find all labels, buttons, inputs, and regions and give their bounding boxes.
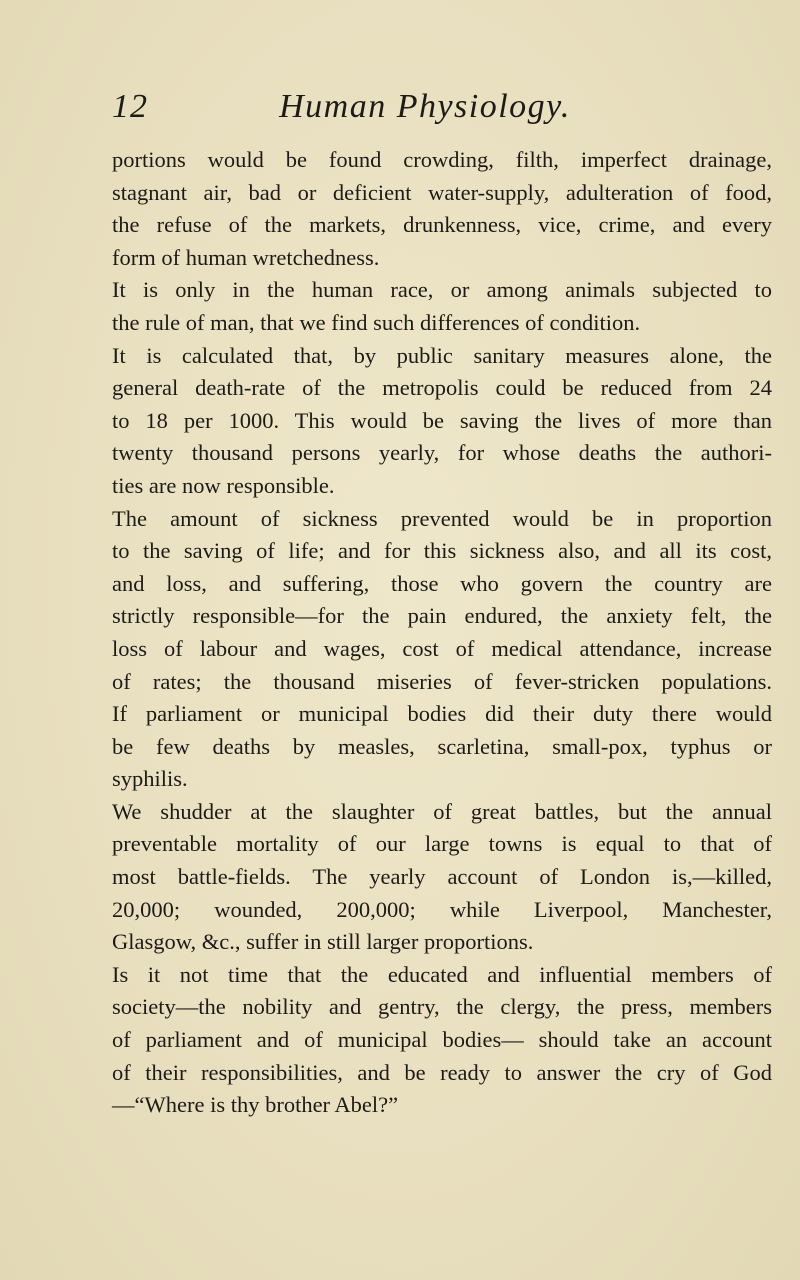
text-line: Is it not time that the educated and influential members of xyxy=(112,961,772,987)
paragraph-2 xyxy=(112,274,772,339)
paragraph-5 xyxy=(112,796,772,959)
text-line: to the saving of life; and for this sickness also, and all its cost, xyxy=(112,538,772,564)
text-line: The amount of sickness prevented would be in proportion xyxy=(112,505,772,531)
text-line: preventable mortality of our large towns is equal to that of xyxy=(112,831,772,857)
running-title: Human Physiology. xyxy=(279,88,571,125)
text-line: twenty thousand persons yearly, for whose deaths the authori- xyxy=(112,440,772,466)
paragraph-6 xyxy=(112,959,772,1122)
paragraph-4 xyxy=(112,503,772,796)
text-line: the rule of man, that we find such differences of condition. xyxy=(112,309,641,335)
text-line: syphilis. xyxy=(112,766,188,792)
text-line: general death-rate of the metropolis could be reduced from 24 xyxy=(112,375,772,401)
text-line: 20,000; wounded, 200,000; while Liverpool, Manchester, xyxy=(112,896,772,922)
text-line: It is only in the human race, or among animals subjected to xyxy=(112,277,772,303)
text-line: be few deaths by measles, scarletina, small-pox, typhus or xyxy=(112,733,772,759)
text-line: most battle-fields. The yearly account of London is,—killed, xyxy=(112,864,772,890)
text-line: and loss, and suffering, those who govern the country are xyxy=(112,570,772,596)
text-line: of rates; the thousand miseries of fever-stricken populations. xyxy=(112,668,772,694)
text-line: Glasgow, &c., suffer in still larger proportions. xyxy=(112,929,534,955)
text-line: We shudder at the slaughter of great battles, but the annual xyxy=(112,798,772,824)
text-line: form of human wretchedness. xyxy=(112,244,380,270)
text-line: ties are now responsible. xyxy=(112,472,335,498)
text-line: loss of labour and wages, cost of medical attendance, increase xyxy=(112,635,772,661)
text-line: society—the nobility and gentry, the clergy, the press, members xyxy=(112,994,772,1020)
text-line: —“Where is thy brother Abel?” xyxy=(112,1092,399,1118)
text-line: portions would be found crowding, filth, imperfect drainage, xyxy=(112,147,772,172)
text-line: to 18 per 1000. This would be saving the lives of more than xyxy=(112,407,772,433)
paragraph-1 xyxy=(112,144,772,274)
text-line: the refuse of the markets, drunkenness, vice, crime, and every xyxy=(112,212,772,238)
text-line: If parliament or municipal bodies did their duty there would xyxy=(112,701,772,727)
text-line: of parliament and of municipal bodies— should take an account xyxy=(112,1027,772,1053)
text-line: It is calculated that, by public sanitary measures alone, the xyxy=(112,342,772,368)
text-line: of their responsibilities, and be ready to answer the cry of God xyxy=(112,1059,772,1085)
body-text xyxy=(112,144,772,1122)
text-line: strictly responsible—for the pain endured, the anxiety felt, the xyxy=(112,603,772,629)
text-line: stagnant air, bad or deficient water-supply, adulteration of food, xyxy=(112,179,772,205)
running-head xyxy=(112,88,738,138)
page-number: 12 xyxy=(112,88,148,125)
paragraph-3 xyxy=(112,340,772,503)
